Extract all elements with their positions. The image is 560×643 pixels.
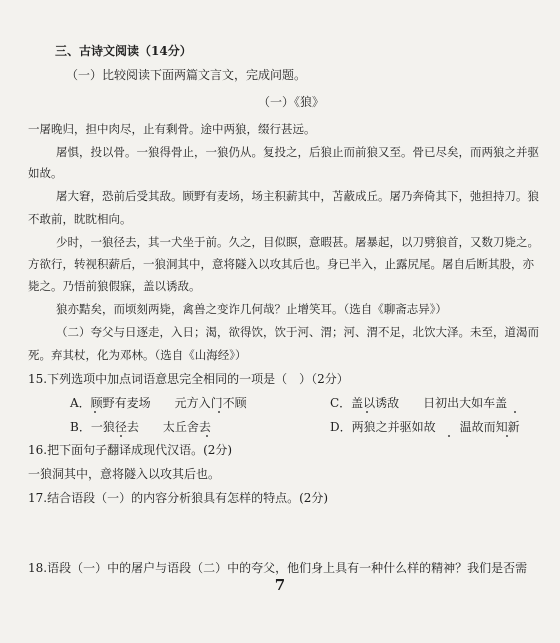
emphasis-dot <box>514 411 516 413</box>
section-title: 三、古诗文阅读（14分） <box>55 44 192 58</box>
emphasis-dot <box>94 411 96 413</box>
question-15-option-b: B．一狼径去 太丘舍去 <box>70 420 211 434</box>
passage-line: 死。弃其杖，化为邓林。（选自《山海经》） <box>28 348 247 362</box>
part-one-intro: （一）比较阅读下面两篇文言文，完成问题。 <box>66 68 307 82</box>
passage-line: 狼亦黠矣，而顷刻两毙，禽兽之变诈几何哉？止增笑耳。（选自《聊斋志异》） <box>56 302 447 316</box>
emphasis-dot <box>448 435 450 437</box>
passage-line: 方欲行，转视积薪后，一狼洞其中，意将隧入以攻其后也。身已半入，止露尻尾。屠自后断其股，亦 <box>28 257 534 271</box>
question-15-option-a: A．顾野有麦场 元方入门不顾 <box>70 396 247 410</box>
question-18-stem: 18.语段（一）中的屠户与语段（二）中的夸父，他们身上具有一种什么样的精神？我们是否需 <box>28 561 528 575</box>
passage-line: 不敢前，眈眈相向。 <box>28 212 132 226</box>
text-one-title: （一）《狼》 <box>258 95 325 109</box>
passage-line: 屠惧，投以骨。一狼得骨止，一狼仍从。复投之，后狼止而前狼又至。骨已尽矣，而两狼之并驱 <box>56 145 539 159</box>
question-17-stem: 17.结合语段（一）的内容分析狼具有怎样的特点。(2分) <box>28 491 329 505</box>
passage-line: 屠大窘，恐前后受其敌。顾野有麦场，场主积薪其中，苫蔽成丘。屠乃奔倚其下，弛担持刀。狼 <box>56 189 539 203</box>
passage-line: （二）夸父与日逐走，入日；渴，欲得饮，饮于河、渭；河、渭不足，北饮大泽。未至，道渴而 <box>56 325 539 339</box>
emphasis-dot <box>206 435 208 437</box>
passage-line: 少时，一狼径去，其一犬坐于前。久之，目似瞑，意暇甚。屠暴起，以刀劈狼首，又数刀毙之。 <box>56 235 539 249</box>
question-15-option-d: D．两狼之并驱如故 温故而知新 <box>330 420 520 434</box>
emphasis-dot <box>218 411 220 413</box>
emphasis-dot <box>366 411 368 413</box>
passage-line: 如故。 <box>28 166 63 180</box>
question-15-option-c: C．盖以诱敌 日初出大如车盖 <box>330 396 508 410</box>
passage-line: 毙之。乃悟前狼假寐，盖以诱敌。 <box>28 279 201 293</box>
question-16-sentence: 一狼洞其中，意将隧入以攻其后也。 <box>28 467 221 481</box>
question-16-stem: 16.把下面句子翻译成现代汉语。(2分) <box>28 443 233 457</box>
passage-line: 一屠晚归，担中肉尽，止有剩骨。途中两狼，缀行甚远。 <box>28 122 316 136</box>
page-number: 7 <box>274 576 286 594</box>
emphasis-dot <box>506 435 508 437</box>
emphasis-dot <box>120 435 122 437</box>
question-15-stem: 15.下列选项中加点词语意思完全相同的一项是（ ）（2分） <box>28 372 349 386</box>
